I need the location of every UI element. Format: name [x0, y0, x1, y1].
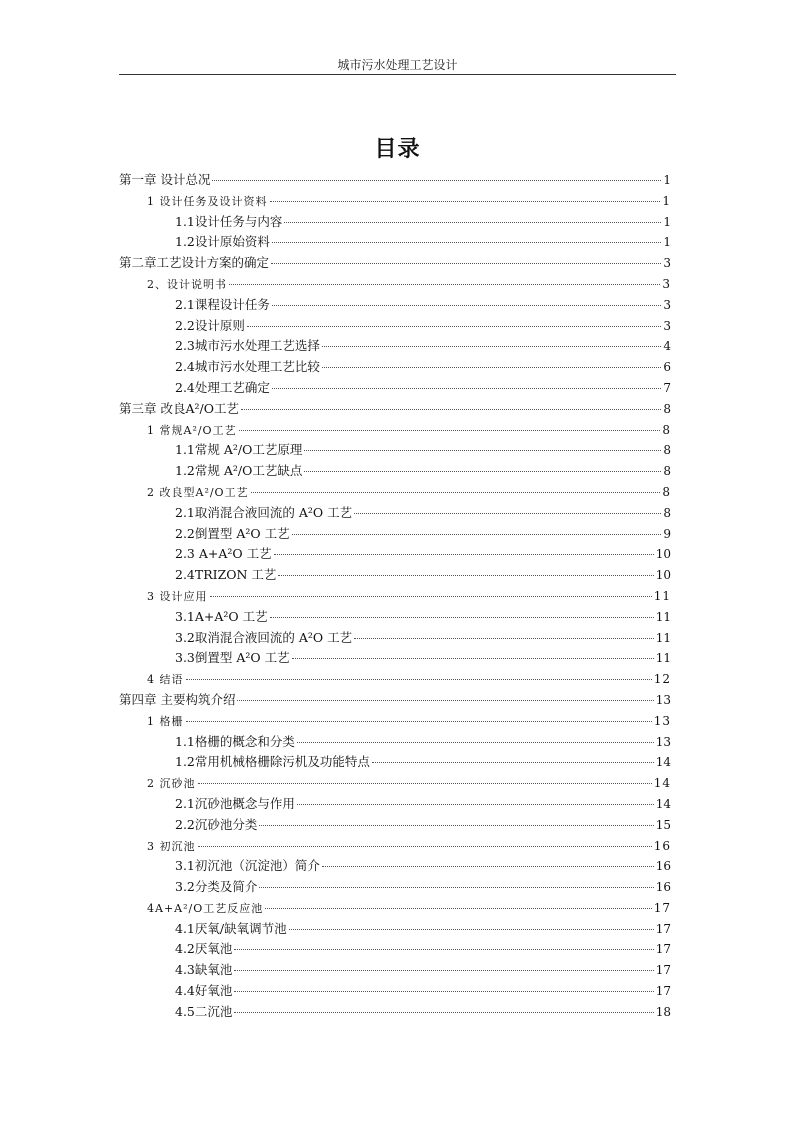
dot-leader [354, 638, 654, 639]
dot-leader [278, 575, 653, 576]
dot-leader [210, 596, 652, 597]
toc-entry-title: 3.2分类及简介 [175, 879, 258, 895]
toc-entry-page-number: 17 [655, 984, 671, 999]
toc-entry-page-number: 18 [655, 1004, 671, 1019]
dot-leader [304, 450, 661, 451]
toc-entry-title: 3.2取消混合液回流的 A²O 工艺 [175, 629, 353, 645]
toc-entry-title: 第三章 改良A²/O工艺 [119, 400, 239, 416]
toc-entry[interactable] [119, 960, 671, 981]
dot-leader [198, 783, 652, 784]
toc-entry-title: 4.2厌氧池 [175, 941, 233, 957]
dot-leader [186, 679, 652, 680]
toc-entry-page-number: 8 [663, 464, 671, 479]
toc-entry-title: 2.1课程设计任务 [175, 296, 270, 312]
toc-entry-page-number: 9 [663, 526, 671, 541]
toc-entry-page-number: 3 [663, 256, 671, 271]
toc-entry-title: 3.1初沉池（沉淀池）简介 [175, 858, 320, 874]
toc-entry-title: 1.2设计原始资料 [175, 234, 270, 250]
toc-entry-page-number: 1 [663, 173, 671, 187]
toc-entry[interactable] [119, 1002, 671, 1023]
toc-entry-title: 2.2倒置型 A²O 工艺 [175, 525, 290, 541]
dot-leader [198, 846, 652, 847]
toc-entry[interactable] [119, 544, 671, 565]
dot-leader [234, 1012, 653, 1013]
toc-entry-title: 1.1常规 A²/O工艺原理 [175, 442, 303, 458]
toc-entry[interactable] [119, 815, 671, 836]
dot-leader [241, 409, 661, 410]
toc-entry[interactable] [119, 628, 671, 649]
toc-entry-title: 1 设计任务及设计资料 [147, 194, 268, 208]
toc-entry[interactable] [119, 877, 671, 898]
toc-entry[interactable] [119, 357, 671, 378]
toc-entry-title: 2.4城市污水处理工艺比较 [175, 359, 320, 375]
toc-entry[interactable] [119, 461, 671, 482]
dot-leader [272, 242, 661, 243]
toc-entry-page-number: 6 [663, 360, 671, 375]
toc-entry-title: 第二章工艺设计方案的确定 [119, 255, 270, 271]
toc-entry[interactable] [119, 711, 671, 732]
toc-entry-page-number: 1 [663, 235, 671, 250]
toc-entry[interactable] [119, 565, 671, 586]
toc-entry[interactable] [119, 316, 671, 337]
toc-entry[interactable] [119, 253, 671, 274]
dot-leader [237, 700, 653, 701]
toc-entry-title: 2 沉砂池 [147, 777, 196, 791]
toc-entry-title: 4.5二沉池 [175, 1003, 233, 1019]
toc-entry-page-number: 14 [653, 776, 671, 791]
toc-entry-title: 1.2常用机械格栅除污机及功能特点 [175, 754, 370, 770]
toc-entry[interactable] [119, 295, 671, 316]
dot-leader [284, 222, 661, 223]
toc-entry-title: 4.4好氧池 [175, 983, 233, 999]
page-title: 目录 [374, 137, 421, 162]
dot-leader [292, 534, 662, 535]
toc-entry-title: 2.2设计原则 [175, 317, 245, 333]
toc-entry[interactable] [119, 607, 671, 628]
toc-entry-page-number: 3 [662, 276, 671, 291]
toc-entry[interactable] [119, 919, 671, 940]
toc-entry-page-number: 8 [663, 443, 671, 458]
toc-entry-page-number: 7 [663, 380, 671, 395]
toc-entry[interactable] [119, 669, 671, 690]
dot-leader [186, 721, 652, 722]
toc-entry-title: 1.1设计任务与内容 [175, 213, 283, 229]
toc-entry-title: 2.4TRIZON 工艺 [175, 567, 277, 583]
toc-entry-page-number: 17 [655, 963, 671, 978]
toc-entry-page-number: 8 [662, 422, 671, 437]
toc-entry-page-number: 11 [655, 630, 671, 645]
toc-entry-page-number: 17 [655, 942, 671, 957]
toc-entry-page-number: 13 [653, 713, 671, 728]
dot-leader [372, 762, 654, 763]
toc-entry-title: 2.3 A+A²O 工艺 [175, 546, 272, 562]
toc-entry[interactable] [119, 232, 671, 253]
dot-leader [292, 658, 654, 659]
toc-entry-title: 1.2常规 A²/O工艺缺点 [175, 463, 303, 479]
toc-entry[interactable] [119, 981, 671, 1002]
dot-leader [259, 887, 653, 888]
dot-leader [234, 991, 653, 992]
dot-leader [272, 388, 661, 389]
toc-entry-page-number: 4 [663, 339, 671, 354]
toc-entry[interactable] [119, 399, 671, 420]
toc-entry-page-number: 13 [655, 692, 671, 707]
dot-leader [259, 825, 653, 826]
toc-entry-page-number: 16 [653, 838, 671, 853]
toc-entry-title: 2.4处理工艺确定 [175, 379, 270, 395]
dot-leader [322, 866, 654, 867]
toc-entry-page-number: 8 [663, 401, 671, 416]
toc-entry-page-number: 12 [653, 672, 671, 687]
toc-entry[interactable] [119, 420, 671, 441]
toc-entry-title: 4 结语 [147, 673, 184, 687]
dot-leader [234, 949, 653, 950]
dot-leader [289, 929, 654, 930]
toc-entry-page-number: 17 [653, 900, 671, 915]
dot-leader [297, 742, 654, 743]
toc-entry-title: 3.3倒置型 A²O 工艺 [175, 650, 290, 666]
dot-leader [270, 617, 654, 618]
toc-entry-page-number: 14 [655, 755, 671, 770]
dot-leader [265, 908, 651, 909]
toc-entry[interactable] [119, 191, 671, 212]
toc-entry-page-number: 1 [662, 193, 671, 208]
dot-leader [354, 513, 661, 514]
dot-leader [322, 346, 661, 347]
dot-leader [274, 554, 654, 555]
toc-entry[interactable] [119, 440, 671, 461]
toc-entry[interactable] [119, 274, 671, 295]
toc-entry-page-number: 8 [663, 505, 671, 520]
toc-entry-title: 第四章 主要构筑介绍 [119, 691, 236, 707]
toc-entry-title: 2.2沉砂池分类 [175, 816, 258, 832]
toc-entry[interactable] [119, 503, 671, 524]
dot-leader [270, 201, 661, 202]
toc-entry-page-number: 15 [655, 817, 671, 832]
toc-entry[interactable] [119, 524, 671, 545]
toc-entry-title: 4.1厌氧/缺氧调节池 [175, 920, 287, 936]
dot-leader [272, 305, 661, 306]
toc-entry[interactable] [119, 732, 671, 753]
toc-entry[interactable] [119, 752, 671, 773]
toc-entry-page-number: 11 [653, 588, 671, 603]
toc-entry-page-number: 11 [655, 609, 671, 624]
toc-entry-page-number: 3 [663, 297, 671, 312]
dot-leader [229, 284, 660, 285]
toc-entry[interactable] [119, 836, 671, 857]
dot-leader [271, 263, 661, 264]
toc-entry-title: 1 格栅 [147, 714, 184, 728]
toc-entry-page-number: 16 [655, 859, 671, 874]
toc-entry-title: 1 常规A²/O工艺 [147, 423, 237, 437]
toc-entry-title: 2 改良型A²/O工艺 [147, 485, 249, 499]
toc-entry-page-number: 10 [655, 568, 671, 583]
dot-leader [212, 180, 661, 181]
toc-entry[interactable] [119, 378, 671, 399]
header-divider [119, 74, 676, 75]
toc-entry[interactable] [119, 856, 671, 877]
toc-entry[interactable] [119, 939, 671, 960]
toc-entry-title: 4A+A²/O工艺反应池 [147, 901, 264, 915]
toc-entry[interactable] [119, 898, 671, 919]
toc-entry[interactable] [119, 648, 671, 669]
toc-entry[interactable] [119, 773, 671, 794]
toc-entry-page-number: 14 [655, 796, 671, 811]
dot-leader [247, 326, 661, 327]
running-header: 城市污水处理工艺设计 [337, 58, 458, 72]
toc-entry[interactable] [119, 690, 671, 711]
toc-entry-title: 第一章 设计总况 [119, 172, 211, 187]
toc-entry-title: 1.1格栅的概念和分类 [175, 733, 295, 749]
toc-entry-page-number: 11 [655, 651, 671, 666]
toc-entry-page-number: 10 [655, 547, 671, 562]
toc-entry-title: 2、设计说明书 [147, 277, 227, 291]
toc-entry-page-number: 13 [655, 734, 671, 749]
toc-entry[interactable] [119, 794, 671, 815]
toc-entry[interactable] [119, 586, 671, 607]
toc-entry-page-number: 17 [655, 921, 671, 936]
dot-leader [239, 430, 661, 431]
toc-entry-title: 3.1A+A²O 工艺 [175, 608, 268, 624]
toc-entry-page-number: 1 [663, 214, 671, 229]
toc-entry-page-number: 8 [662, 484, 671, 499]
dot-leader [297, 804, 654, 805]
dot-leader [251, 492, 661, 493]
toc-entry[interactable] [119, 212, 671, 233]
toc-entry[interactable] [119, 482, 671, 503]
toc-entry-title: 3 设计应用 [147, 589, 208, 603]
toc-entry-title: 2.3城市污水处理工艺选择 [175, 338, 320, 354]
toc-entry-title: 2.1取消混合液回流的 A²O 工艺 [175, 504, 353, 520]
dot-leader [322, 367, 661, 368]
dot-leader [234, 970, 653, 971]
toc-entry[interactable] [119, 336, 671, 357]
toc-entry-title: 3 初沉池 [147, 839, 196, 853]
toc-entry-page-number: 16 [655, 880, 671, 895]
dot-leader [304, 471, 661, 472]
toc-entry-title: 2.1沉砂池概念与作用 [175, 795, 295, 811]
toc-entry[interactable] [119, 170, 671, 191]
table-of-contents [119, 170, 671, 1023]
toc-entry-title: 4.3缺氧池 [175, 962, 233, 978]
toc-entry-page-number: 3 [663, 318, 671, 333]
